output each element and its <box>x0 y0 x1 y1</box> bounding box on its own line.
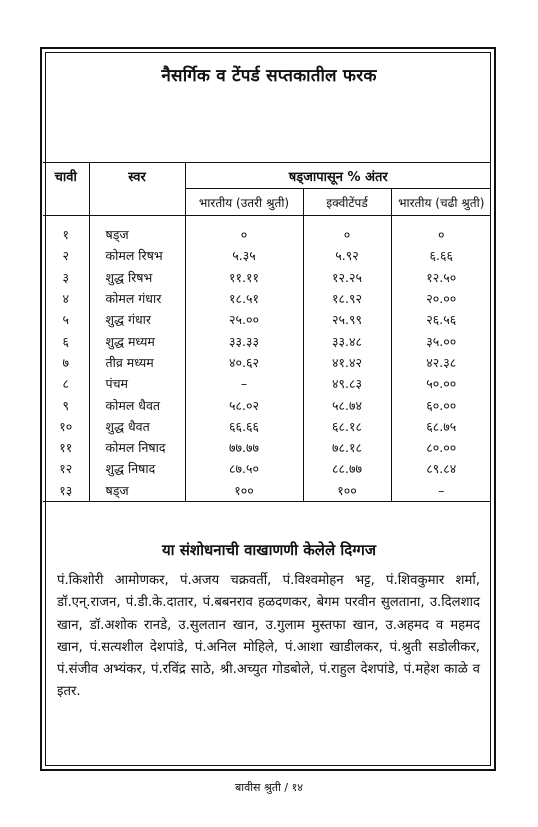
cell-higher: २६.५६ <box>391 309 491 330</box>
table-row <box>43 373 491 394</box>
cell-swar: शुद्ध गंधार <box>89 309 185 330</box>
table-row <box>43 352 491 373</box>
cell-higher: ६८.७५ <box>391 416 491 437</box>
cell-equitempered: १२.२५ <box>303 267 391 288</box>
cell-key: २ <box>62 248 69 264</box>
cell-key: १ <box>62 227 69 243</box>
cell-key: ३ <box>62 269 69 285</box>
cell-equitempered: ८८.७७ <box>303 458 391 479</box>
cell-lower: १०० <box>185 480 303 502</box>
cell-higher: २०.०० <box>391 288 491 309</box>
cell-equitempered: १८.९२ <box>303 288 391 309</box>
cell-key: ५ <box>62 312 69 328</box>
cell-lower: २५.०० <box>185 309 303 330</box>
cell-lower: ६६.६६ <box>185 416 303 437</box>
cell-equitempered: ४१.४२ <box>303 352 391 373</box>
cell-equitempered: ६८.१८ <box>303 416 391 437</box>
cell-higher: ६.६६ <box>391 245 491 266</box>
cell-key: १० <box>59 418 73 434</box>
cell-swar: कोमल रिषभ <box>89 245 185 266</box>
cell-higher: – <box>391 480 491 502</box>
cell-swar: षड्ज <box>89 480 185 502</box>
cell-key: १३ <box>43 480 89 502</box>
cell-lower: ४०.६२ <box>185 352 303 373</box>
cell-key: ९ <box>62 397 69 413</box>
cell-swar: कोमल धैवत <box>89 394 185 415</box>
subheader-equitempered: इक्वीटेंपर्ड <box>303 189 391 216</box>
table-row <box>43 437 491 458</box>
table-row <box>43 245 491 266</box>
cell-key: ७ <box>62 354 69 370</box>
page-footer: बावीस श्रुती / १४ <box>234 781 304 794</box>
section-heading: या संशोधनाची वाखाणणी केलेले दिग्गज <box>161 541 376 559</box>
cell-lower: ८७.५० <box>185 458 303 479</box>
swar-ratio-table <box>43 162 491 502</box>
cell-key: ४ <box>62 291 69 307</box>
table-row <box>43 458 491 479</box>
cell-higher: ८९.८४ <box>391 458 491 479</box>
cell-higher: ८०.०० <box>391 437 491 458</box>
cell-equitempered: ४९.८३ <box>303 373 391 394</box>
cell-swar: तीव्र मध्यम <box>89 352 185 373</box>
cell-higher: ६०.०० <box>391 394 491 415</box>
table-row <box>43 480 491 502</box>
cell-swar: कोमल गंधार <box>89 288 185 309</box>
cell-lower: ० <box>185 216 303 246</box>
table-row <box>43 416 491 437</box>
endorsers-paragraph: पं.किशोरी आमोणकर, पं.अजय चक्रवर्ती, पं.विश्वमोहन भट्ट, पं.शिवकुमार शर्मा, डॉ.एन्.राजन, पं.डी.के.दातार, पं.बबनराव हळदणकर, बेगम परवीन सुलताना, उ.दिलशाद खान, डॉ.अशोक रानडे, उ.सुलतान खान, उ.गुलाम मुस्तफा खान, उ.अहमद व महमद खान, पं.सत्यशील देशपांडे, पं.अनिल मोहिले, पं.आशा खाडीलकर, पं.श्रुती सडोलीकर, पं.संजीव अभ्यंकर, पं.रविंद्र साठे, श्री.अच्युत गोडबोले, पं.राहुल देशपांडे, पं.महेश काळे व इतर. <box>57 573 480 700</box>
cell-swar: पंचम <box>89 373 185 394</box>
cell-swar: शुद्ध रिषभ <box>89 267 185 288</box>
cell-higher: ५०.०० <box>391 373 491 394</box>
header-key: चावी <box>43 163 89 216</box>
table-row <box>43 330 491 351</box>
cell-lower: ५.३५ <box>185 245 303 266</box>
cell-equitempered: ५.९२ <box>303 245 391 266</box>
table-row <box>43 394 491 415</box>
cell-lower: – <box>185 373 303 394</box>
cell-swar: कोमल निषाद <box>89 437 185 458</box>
cell-equitempered: १०० <box>303 480 391 502</box>
cell-higher: १२.५० <box>391 267 491 288</box>
cell-swar: शुद्ध मध्यम <box>89 330 185 351</box>
cell-higher: ० <box>391 216 491 246</box>
cell-key: ११ <box>59 440 73 456</box>
cell-higher: ३५.०० <box>391 330 491 351</box>
cell-higher: ४२.३८ <box>391 352 491 373</box>
cell-equitempered: ७८.१८ <box>303 437 391 458</box>
table-row <box>43 309 491 330</box>
cell-equitempered: ० <box>303 216 391 246</box>
cell-swar: शुद्ध धैवत <box>89 416 185 437</box>
cell-key: १२ <box>59 461 73 477</box>
subheader-higher: भारतीय (चढी श्रुती) <box>391 189 491 216</box>
table-row <box>43 216 491 246</box>
cell-lower: ७७.७७ <box>185 437 303 458</box>
table-row <box>43 288 491 309</box>
cell-lower: ३३.३३ <box>185 330 303 351</box>
table-row <box>43 267 491 288</box>
cell-equitempered: ३३.४८ <box>303 330 391 351</box>
header-distance: षड्जापासून % अंतर <box>185 163 491 189</box>
page-title: नैसर्गिक व टेंपर्ड सप्तकातील फरक <box>161 66 377 86</box>
cell-key: ६ <box>62 333 69 349</box>
header-swar: स्वर <box>89 163 185 216</box>
cell-equitempered: ५८.७४ <box>303 394 391 415</box>
cell-equitempered: २५.९९ <box>303 309 391 330</box>
cell-lower: ११.११ <box>185 267 303 288</box>
cell-key: ८ <box>62 376 69 392</box>
table-header-row <box>43 163 491 189</box>
cell-lower: ५८.०२ <box>185 394 303 415</box>
cell-lower: १८.५१ <box>185 288 303 309</box>
subheader-lower: भारतीय (उतरी श्रुती) <box>185 189 303 216</box>
cell-swar: शुद्ध निषाद <box>89 458 185 479</box>
cell-swar: षड्ज <box>89 216 185 246</box>
